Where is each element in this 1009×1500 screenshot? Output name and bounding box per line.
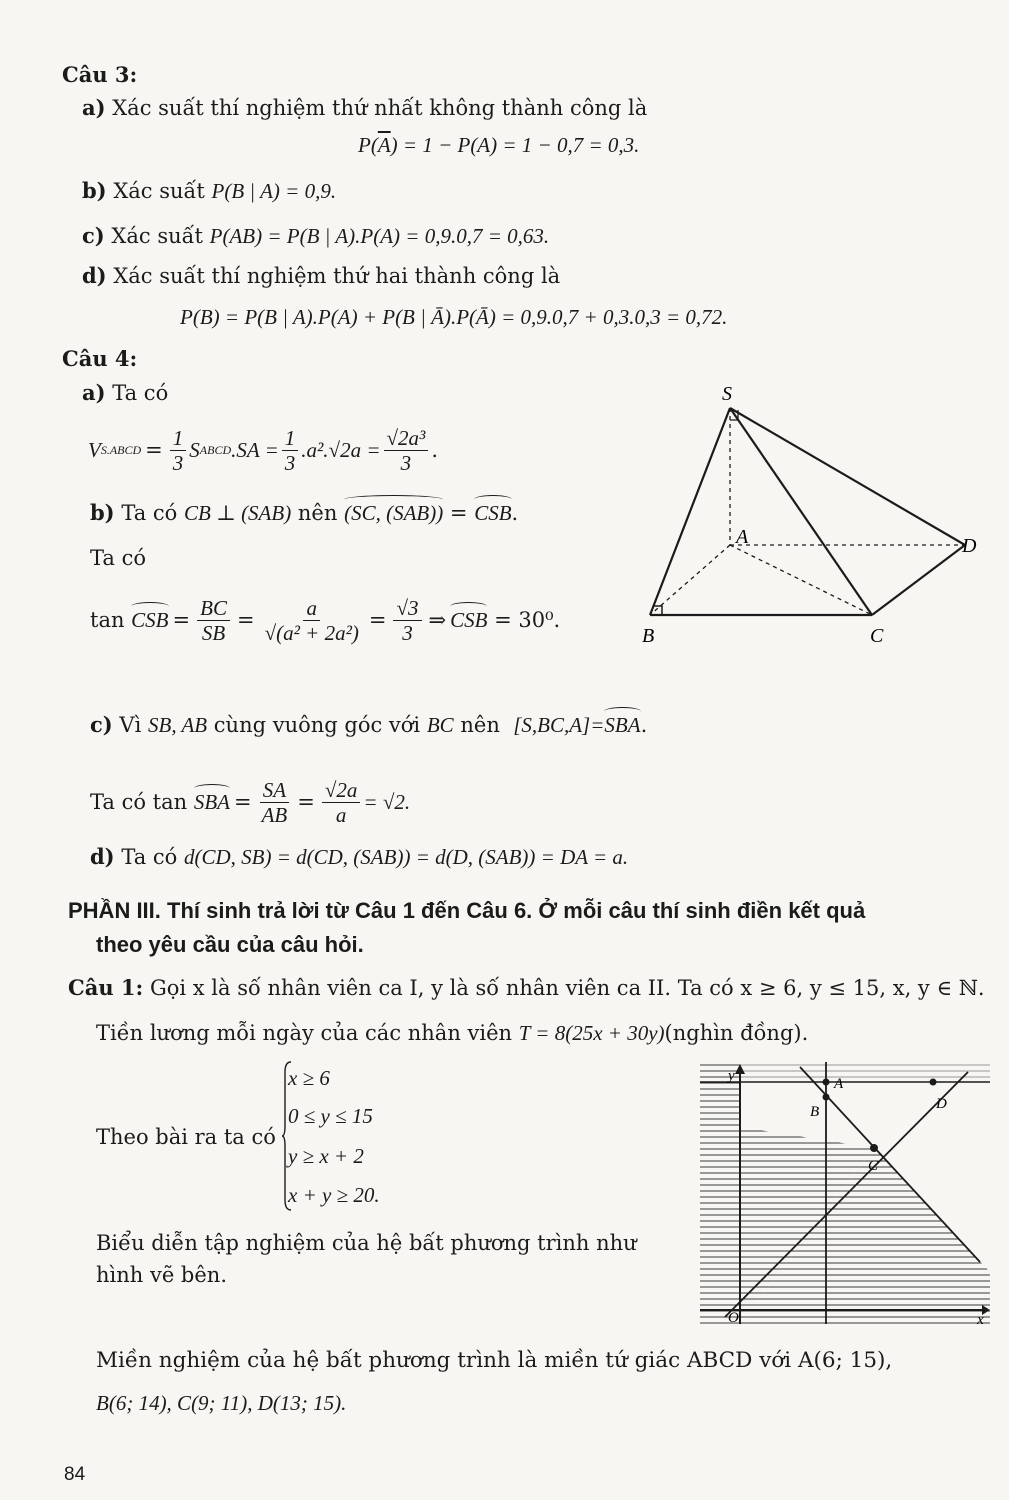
cau4-d: d) Ta có d(CD, SB) = d(CD, (SAB)) = d(D, (SAB)) = DA = a.: [90, 844, 629, 869]
point-C: [870, 1144, 878, 1152]
label-C: C: [870, 625, 884, 647]
cau4-a: a) Ta có: [82, 380, 169, 405]
cau4-c: c) Vì SB, AB cùng vuông góc với BC nên [S,BC,A]=SBA.: [90, 712, 648, 737]
label-O: O: [728, 1310, 739, 1326]
cau4-taco: Ta có: [90, 546, 146, 570]
cau1-graph-text2: hình vẽ bên.: [96, 1263, 228, 1287]
label-y: y: [728, 1068, 735, 1084]
cau3-d-formula: P(B) = P(B | A).P(A) + P(B | Ā).P(Ā) = 0,9.0,7 + 0,3.0,3 = 0,72.: [180, 305, 728, 329]
label-S: S: [722, 383, 732, 405]
cau4-title: Câu 4:: [62, 346, 138, 371]
label-B: B: [810, 1104, 820, 1120]
cau1-system-intro: Theo bài ra ta có: [96, 1125, 276, 1149]
system-line-2: 0 ≤ y ≤ 15: [288, 1104, 373, 1128]
cau3-a: a) Xác suất thí nghiệm thứ nhất không thành công là: [82, 95, 648, 120]
label-x: x: [977, 1312, 984, 1328]
page-number: 84: [64, 1464, 86, 1485]
label-A: A: [736, 526, 749, 548]
cau1-conclusion-line2: B(6; 14), C(9; 11), D(13; 15).: [96, 1391, 347, 1415]
pyramid-figure: [640, 380, 1000, 650]
edge-AC: [730, 545, 872, 615]
edge-CD: [872, 545, 965, 615]
part3-heading-line2: theo yêu cầu của câu hỏi.: [96, 932, 364, 957]
label-D: D: [962, 535, 977, 557]
cau1-conclusion-line1: Miền nghiệm của hệ bất phương trình là miền tứ giác ABCD với A(6; 15),: [96, 1348, 893, 1373]
label-D: D: [936, 1096, 947, 1112]
label-B: B: [642, 625, 655, 647]
cau4-b: b) Ta có CB ⊥ (SAB) nên (SC, (SAB)) = CSB.: [90, 500, 519, 525]
point-D: [930, 1079, 937, 1086]
system-line-3: y ≥ x + 2: [288, 1144, 364, 1168]
cau4-tan-formula: tan CSB = $\frac{BC}{SB}$ = $\frac{a}{\text{√(a² + 2a²)}}$ = $\frac{√3}{3}$ ⇒ CSB = 30⁰.: [90, 595, 561, 645]
solution-region-graph: [700, 1062, 990, 1332]
edge-SB: [650, 408, 730, 615]
point-B: [823, 1094, 830, 1101]
cau1-intro: Câu 1: Gọi x là số nhân viên ca I, y là số nhân viên ca II. Ta có x ≥ 6, y ≤ 15, x, y ∈ ℕ.: [68, 975, 985, 1000]
part3-heading-line1: PHẦN III. Thí sinh trả lời từ Câu 1 đến Câu 6. Ở mỗi câu thí sinh điền kết quả: [68, 898, 866, 923]
system-line-1: x ≥ 6: [288, 1066, 330, 1090]
excluded-region-left: [700, 1062, 740, 1324]
cau3-b: b) Xác suất P(B | A) = 0,9.: [82, 178, 337, 203]
cau3-title: Câu 3:: [62, 62, 138, 87]
cau1-salary: Tiền lương mỗi ngày của các nhân viên T = 8(25x + 30y)(nghìn đồng).: [96, 1021, 809, 1045]
cau1-graph-text1: Biểu diễn tập nghiệm của hệ bất phương trình như: [96, 1231, 637, 1255]
cau3-c: c) Xác suất P(AB) = P(B | A).P(A) = 0,9.0,7 = 0,63.: [82, 223, 550, 248]
edge-SD: [730, 408, 965, 545]
system-line-4: x + y ≥ 20.: [288, 1183, 380, 1207]
cau4-volume-formula: V S.ABCD = $\frac{1}{3}$ S ABCD .SA = $\frac{1}{3}$ .a².√2a = $\frac{\text{√2a³}}{3}$ .: [88, 425, 439, 475]
label-C: C: [868, 1158, 879, 1174]
cau3-a-formula: $P(\overline{A}) = 1 - P(A) = 1 - 0,7 = 0,3$.: [358, 133, 640, 157]
cau3-d: d) Xác suất thí nghiệm thứ hai thành công là: [82, 263, 561, 288]
point-A: [823, 1079, 830, 1086]
excluded-region-top: [740, 1062, 990, 1080]
cau4-c2-formula: Ta có tan SBA = $\frac{SA}{AB}$ = $\frac{√2a}{a}$ = √2.: [90, 777, 411, 827]
edge-SC: [730, 408, 872, 615]
label-A: A: [834, 1076, 844, 1092]
edge-AB: [650, 545, 730, 615]
